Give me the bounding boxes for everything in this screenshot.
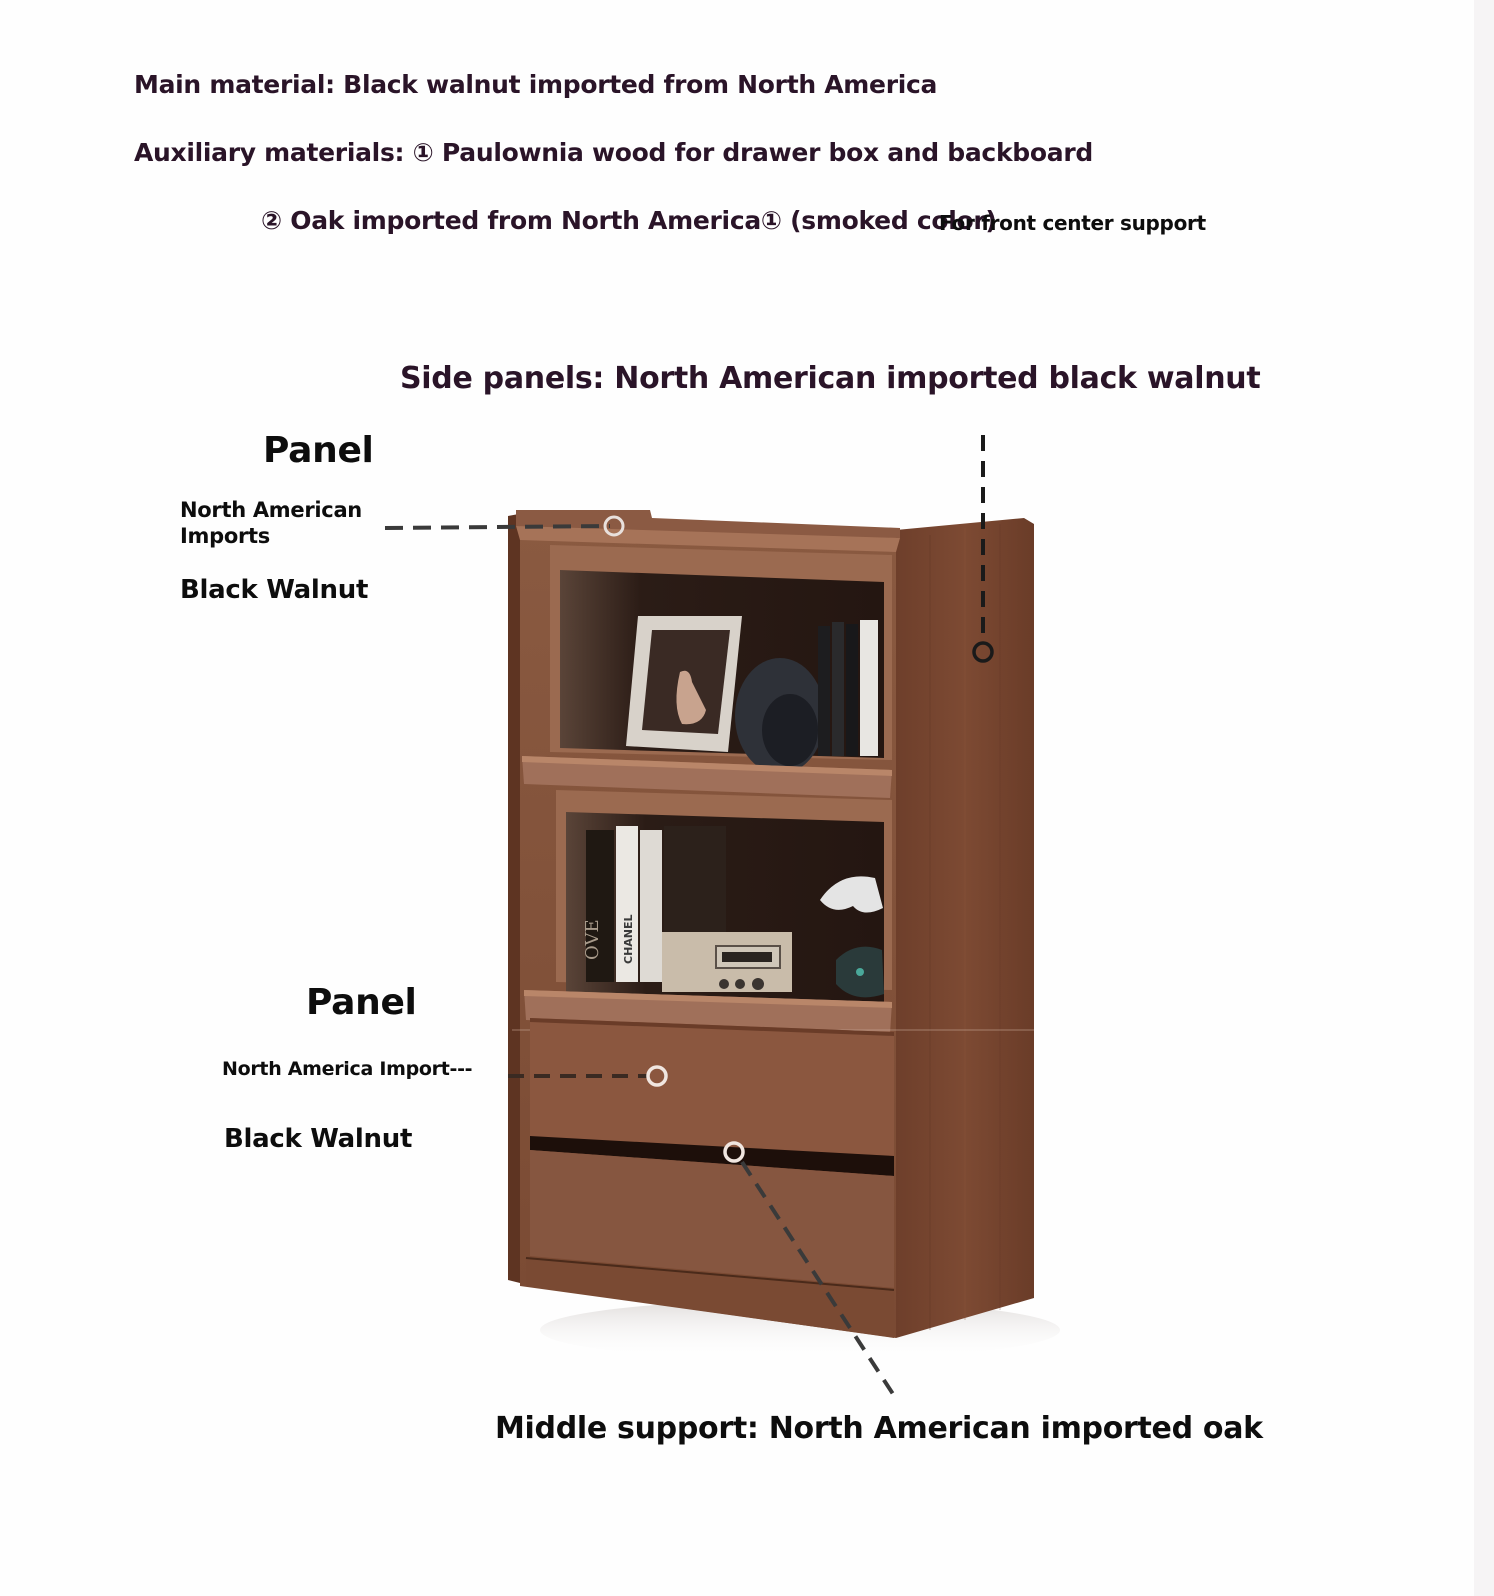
top-panel-title: Panel xyxy=(263,430,374,471)
top-panel-origin: North American Imports xyxy=(180,498,362,548)
books-top xyxy=(818,620,878,756)
auxiliary-materials-text: Auxiliary materials: ① Paulownia wood for drawer box and backboard xyxy=(134,138,1093,167)
auxiliary-materials-2-text: ② Oak imported from North America① (smoked color) xyxy=(261,206,997,235)
top-panel-wood: Black Walnut xyxy=(180,575,369,605)
front-support-note: For front center support xyxy=(939,211,1206,235)
drawer-1 xyxy=(530,1018,894,1156)
drawer-panel-title: Panel xyxy=(306,982,417,1023)
lower-glass-door xyxy=(524,790,892,1034)
hat-object xyxy=(735,658,825,774)
chanel-book-spine: CHANEL xyxy=(622,914,635,964)
side-panel xyxy=(896,518,1034,1338)
drawer-panel-origin: North America Import--- xyxy=(222,1058,473,1080)
drawer-panel-wood: Black Walnut xyxy=(224,1124,413,1154)
main-material-text: Main material: Black walnut imported from North America xyxy=(134,70,938,99)
side-panels-callout: Side panels: North American imported black walnut xyxy=(400,361,1261,396)
picture-frame xyxy=(626,616,742,752)
radio-object xyxy=(662,932,792,992)
middle-support-callout: Middle support: North American imported oak xyxy=(495,1411,1263,1446)
book-spine-text: OVE xyxy=(582,919,603,960)
